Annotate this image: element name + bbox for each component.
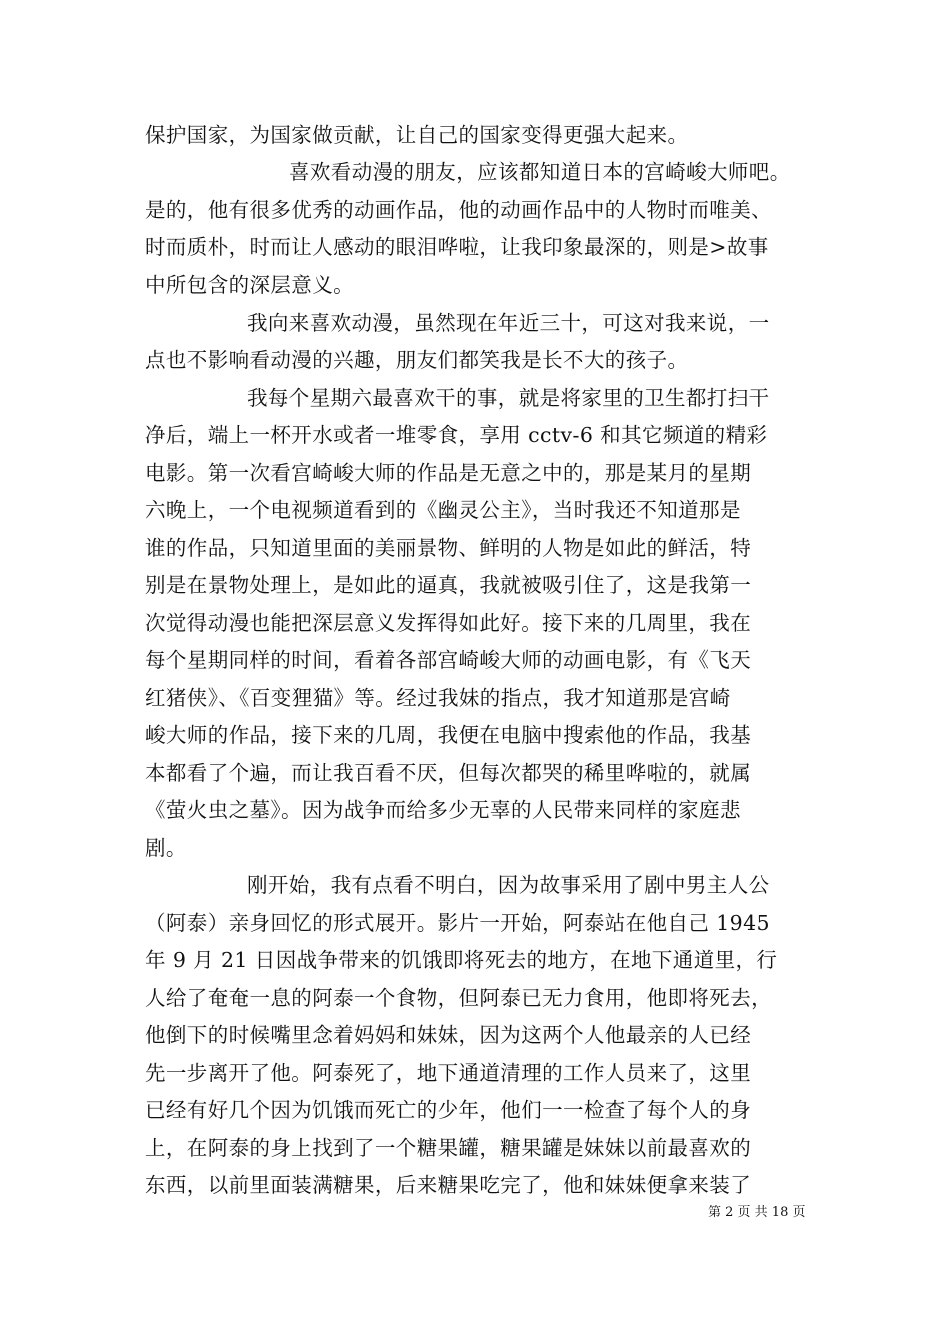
- text-line: 东西，以前里面装满糖果，后来糖果吃完了，他和妹妹便拿来装了: [145, 1173, 752, 1197]
- text-line: 是的，他有很多优秀的动画作品，他的动画作品中的人物时而唯美、: [145, 198, 772, 222]
- paragraph-first-line: 我向来喜欢动漫，虽然现在年近三十，可这对我来说，一: [247, 311, 770, 335]
- text-line: 本都看了个遍，而让我百看不厌，但每次都哭的稀里哗啦的，就属: [145, 761, 752, 785]
- text-line: 保护国家，为国家做贡献，让自己的国家变得更强大起来。: [145, 123, 689, 147]
- paragraph-first-line: 我每个星期六最喜欢干的事，就是将家里的卫生都打扫干: [247, 386, 770, 410]
- text-line: 峻大师的作品，接下来的几周，我便在电脑中搜索他的作品，我基: [145, 723, 752, 747]
- text-line: 上，在阿泰的身上找到了一个糖果罐，糖果罐是妹妹以前最喜欢的: [145, 1136, 752, 1160]
- text-line: 剧。: [145, 836, 187, 860]
- text-line: 次觉得动漫也能把深层意义发挥得如此好。接下来的几周里，我在: [145, 611, 752, 635]
- text-line: 先一步离开了他。阿泰死了，地下通道清理的工作人员来了，这里: [145, 1061, 752, 1085]
- text-line: 六晚上，一个电视频道看到的《幽灵公主》，当时我还不知道那是: [145, 498, 741, 522]
- text-line: 他倒下的时候嘴里念着妈妈和妹妹，因为这两个人他最亲的人已经: [145, 1023, 752, 1047]
- text-line: 人给了奄奄一息的阿泰一个食物，但阿泰已无力食用，他即将死去，: [145, 986, 772, 1010]
- text-line: 别是在景物处理上，是如此的逼真，我就被吸引住了，这是我第一: [145, 573, 752, 597]
- text-line: 红猪侠》、《百变狸猫》等。经过我妹的指点，我才知道那是宫崎: [145, 686, 731, 710]
- text-line: 中所包含的深层意义。: [145, 273, 354, 297]
- text-line: 每个星期同样的时间，看着各部宫崎峻大师的动画电影，有《飞天: [145, 648, 752, 672]
- text-line: 《萤火虫之墓》。因为战争而给多少无辜的人民带来同样的家庭悲: [145, 798, 741, 822]
- paragraph-first-line: 刚开始，我有点看不明白，因为故事采用了剧中男主人公: [247, 873, 770, 897]
- text-line: 电影。第一次看宫崎峻大师的作品是无意之中的，那是某月的星期: [145, 461, 752, 485]
- paragraph-first-line: 喜欢看动漫的朋友，应该都知道日本的宫崎峻大师吧。: [289, 160, 791, 184]
- text-line: 点也不影响看动漫的兴趣，朋友们都笑我是长不大的孩子。: [145, 348, 689, 372]
- text-line: 净后，端上一杯开水或者一堆零食，享用 cctv-6 和其它频道的精彩: [145, 423, 768, 447]
- text-line: 谁的作品，只知道里面的美丽景物、鲜明的人物是如此的鲜活，特: [145, 536, 752, 560]
- text-line: 时而质朴，时而让人感动的眼泪哗啦，让我印象最深的，则是>故事: [145, 235, 769, 259]
- page-number-footer: 第 2 页 共 18 页: [708, 1205, 806, 1220]
- text-line: （阿泰）亲身回忆的形式展开。影片一开始，阿泰站在他自己 1945: [145, 911, 770, 935]
- text-line: 已经有好几个因为饥饿而死亡的少年，他们一一检查了每个人的身: [145, 1098, 752, 1122]
- text-line: 年 9 月 21 日因战争带来的饥饿即将死去的地方，在地下通道里，行: [145, 948, 778, 972]
